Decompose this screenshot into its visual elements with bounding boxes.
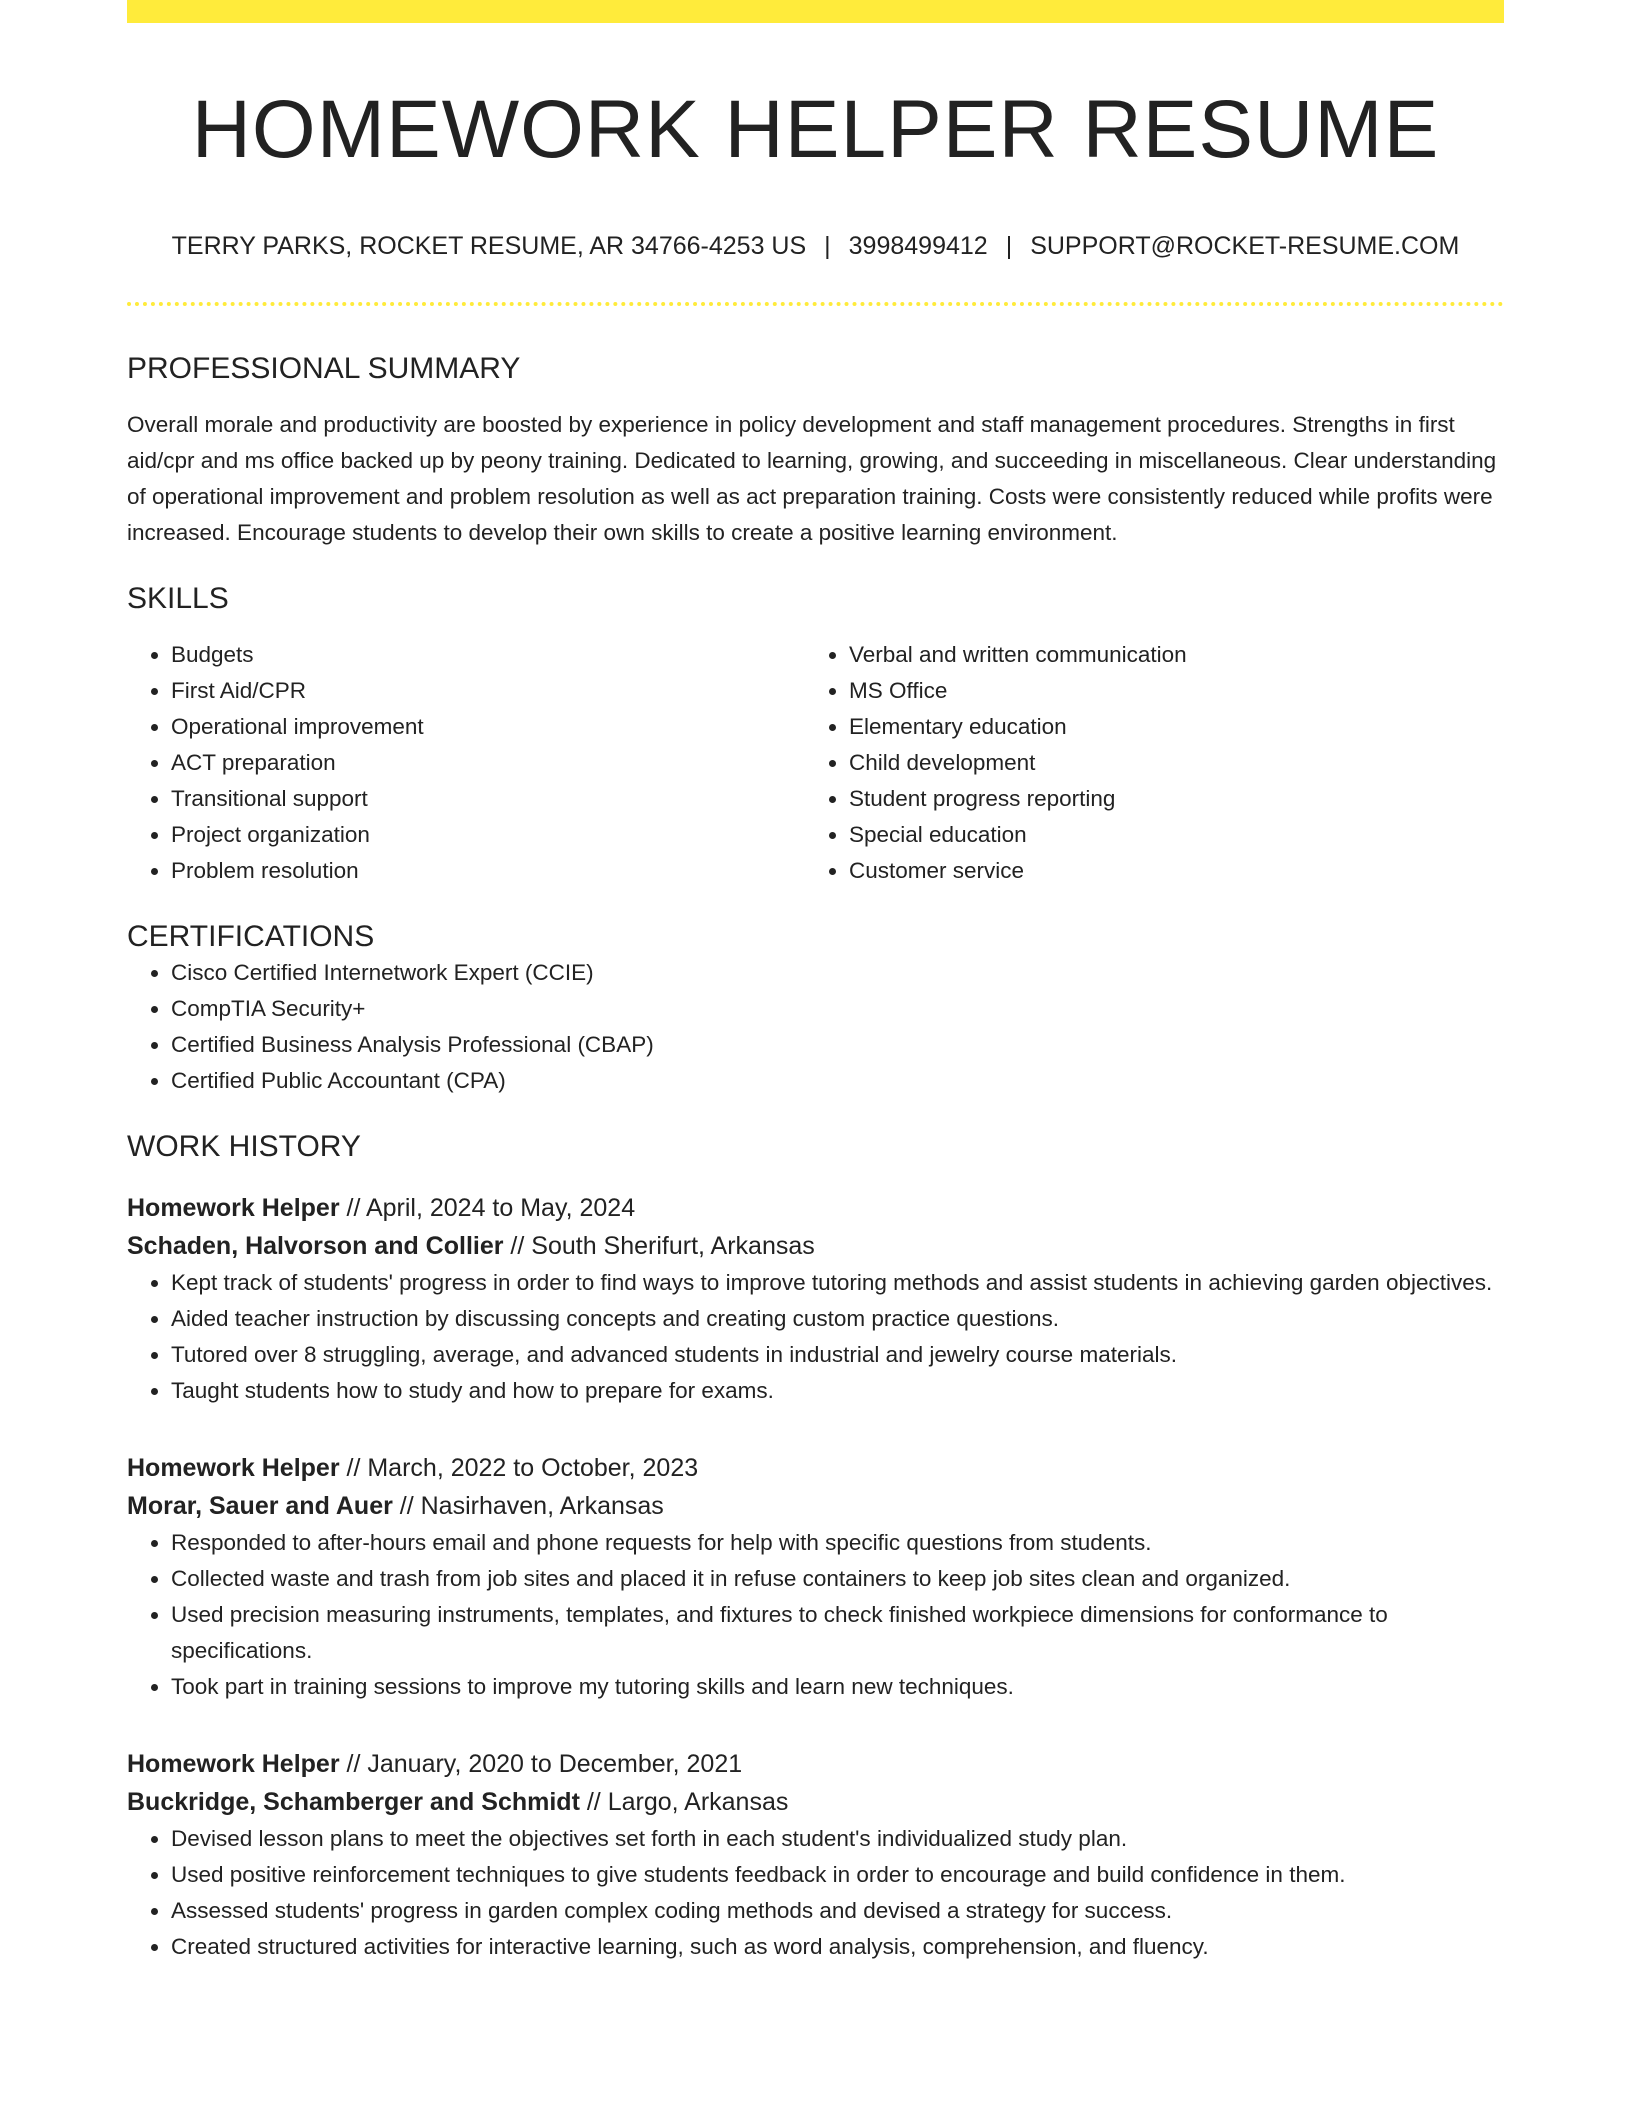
job-bullet: • Responded to after-hours email and phone requests for help with specific questions from students. — [171, 1525, 1504, 1561]
job-dates: January, 2020 to December, 2021 — [367, 1750, 743, 1778]
job-entry — [127, 1745, 1504, 1965]
contact-email: SUPPORT@ROCKET-RESUME.COM — [1030, 232, 1460, 260]
job-location: South Sherifurt, Arkansas — [531, 1232, 815, 1260]
job-title: Homework Helper — [127, 1454, 340, 1482]
contact-separator: | — [824, 232, 831, 260]
job-bullet: • Used precision measuring instruments, templates, and fixtures to check finished workpiece dimensions for conformance to specifications. — [171, 1597, 1504, 1669]
job-company-line — [127, 1783, 1504, 1821]
skills-column-right — [805, 637, 1483, 889]
resume-content — [127, 0, 1504, 1965]
skill-item: • ACT preparation — [171, 745, 805, 781]
job-company-line — [127, 1227, 1504, 1265]
certification-item: • Cisco Certified Internetwork Expert (CCIE) — [171, 955, 1504, 991]
job-bullet: • Collected waste and trash from job sites and placed it in refuse containers to keep job sites clean and organized. — [171, 1561, 1504, 1597]
job-location: Largo, Arkansas — [607, 1788, 789, 1816]
skill-item: • Transitional support — [171, 781, 805, 817]
job-title-line — [127, 1745, 1504, 1783]
job-title-line — [127, 1189, 1504, 1227]
job-separator: // — [339, 1750, 368, 1778]
skills-list-right — [805, 637, 1483, 889]
skills-heading: SKILLS — [127, 582, 229, 615]
job-bullet: • Created structured activities for interactive learning, such as word analysis, comprehension, and fluency. — [171, 1929, 1504, 1965]
certification-item: • Certified Business Analysis Professional (CBAP) — [171, 1027, 1504, 1063]
skill-item: • Budgets — [171, 637, 805, 673]
job-title-line — [127, 1449, 1504, 1487]
job-title: Homework Helper — [127, 1194, 340, 1222]
skill-item: • Child development — [849, 745, 1483, 781]
skill-item: • Student progress reporting — [849, 781, 1483, 817]
job-separator: // — [339, 1194, 366, 1222]
skill-item: • Special education — [849, 817, 1483, 853]
job-separator: // — [503, 1232, 532, 1260]
job-bullet: • Used positive reinforcement techniques to give students feedback in order to encourage and build confidence in them. — [171, 1857, 1504, 1893]
skill-item: • MS Office — [849, 673, 1483, 709]
skill-item: • Project organization — [171, 817, 805, 853]
job-bullets — [127, 1821, 1504, 1965]
job-separator: // — [339, 1454, 368, 1482]
skill-item: • Operational improvement — [171, 709, 805, 745]
certifications-heading: CERTIFICATIONS — [127, 920, 375, 953]
job-dates: March, 2022 to October, 2023 — [367, 1454, 699, 1482]
job-title: Homework Helper — [127, 1750, 340, 1778]
skill-item: • Problem resolution — [171, 853, 805, 889]
job-separator: // — [392, 1492, 421, 1520]
contact-address: TERRY PARKS, ROCKET RESUME, AR 34766-4253 US — [171, 232, 807, 260]
work-history-heading: WORK HISTORY — [127, 1130, 361, 1163]
job-entry — [127, 1189, 1504, 1409]
job-bullet: • Taught students how to study and how to prepare for exams. — [171, 1373, 1504, 1409]
skills-column-left — [127, 637, 805, 889]
job-bullet: • Devised lesson plans to meet the objectives set forth in each student's individualized study plan. — [171, 1821, 1504, 1857]
job-company: Buckridge, Schamberger and Schmidt — [127, 1788, 580, 1816]
job-bullets — [127, 1525, 1504, 1705]
certification-item: • CompTIA Security+ — [171, 991, 1504, 1027]
contact-separator: | — [1005, 232, 1013, 260]
skills-list-left — [127, 637, 805, 889]
job-location: Nasirhaven, Arkansas — [420, 1492, 664, 1520]
job-entry — [127, 1449, 1504, 1705]
dotted-divider — [127, 302, 1504, 306]
job-bullet: • Tutored over 8 struggling, average, and advanced students in industrial and jewelry course materials. — [171, 1337, 1504, 1373]
job-separator: // — [579, 1788, 608, 1816]
contact-phone: 3998499412 — [848, 232, 988, 260]
skill-item: • First Aid/CPR — [171, 673, 805, 709]
certifications-list — [127, 955, 1504, 1099]
skill-item: • Verbal and written communication — [849, 637, 1483, 673]
page-title: HOMEWORK HELPER RESUME — [191, 84, 1440, 175]
job-dates: April, 2024 to May, 2024 — [365, 1194, 636, 1222]
job-bullets — [127, 1265, 1504, 1409]
skill-item: • Customer service — [849, 853, 1483, 889]
contact-line — [127, 230, 1504, 262]
job-company: Morar, Sauer and Auer — [127, 1492, 393, 1520]
skill-item: • Elementary education — [849, 709, 1483, 745]
summary-heading: PROFESSIONAL SUMMARY — [127, 352, 521, 385]
job-company: Schaden, Halvorson and Collier — [127, 1232, 504, 1260]
job-company-line — [127, 1487, 1504, 1525]
job-bullet: • Assessed students' progress in garden complex coding methods and devised a strategy for success. — [171, 1893, 1504, 1929]
job-bullet: • Kept track of students' progress in order to find ways to improve tutoring methods and assist students in achieving garden objectives. — [171, 1265, 1504, 1301]
certification-item: • Certified Public Accountant (CPA) — [171, 1063, 1504, 1099]
job-bullet: • Took part in training sessions to improve my tutoring skills and learn new techniques. — [171, 1669, 1504, 1705]
job-bullet: • Aided teacher instruction by discussing concepts and creating custom practice questions. — [171, 1301, 1504, 1337]
skills-grid — [127, 637, 1504, 889]
summary-text: Overall morale and productivity are boosted by experience in policy development and staff management procedures. Strengths in first aid/cpr and ms office backed up by peony training. Dedicated to learning, growing, and succeeding in miscellaneous. Clear understanding of operational improvement and problem resolution as well as act preparation training. Costs were consistently reduced while profits were increased. Encourage students to develop their own skills to create a positive learning environment. — [127, 412, 1497, 545]
